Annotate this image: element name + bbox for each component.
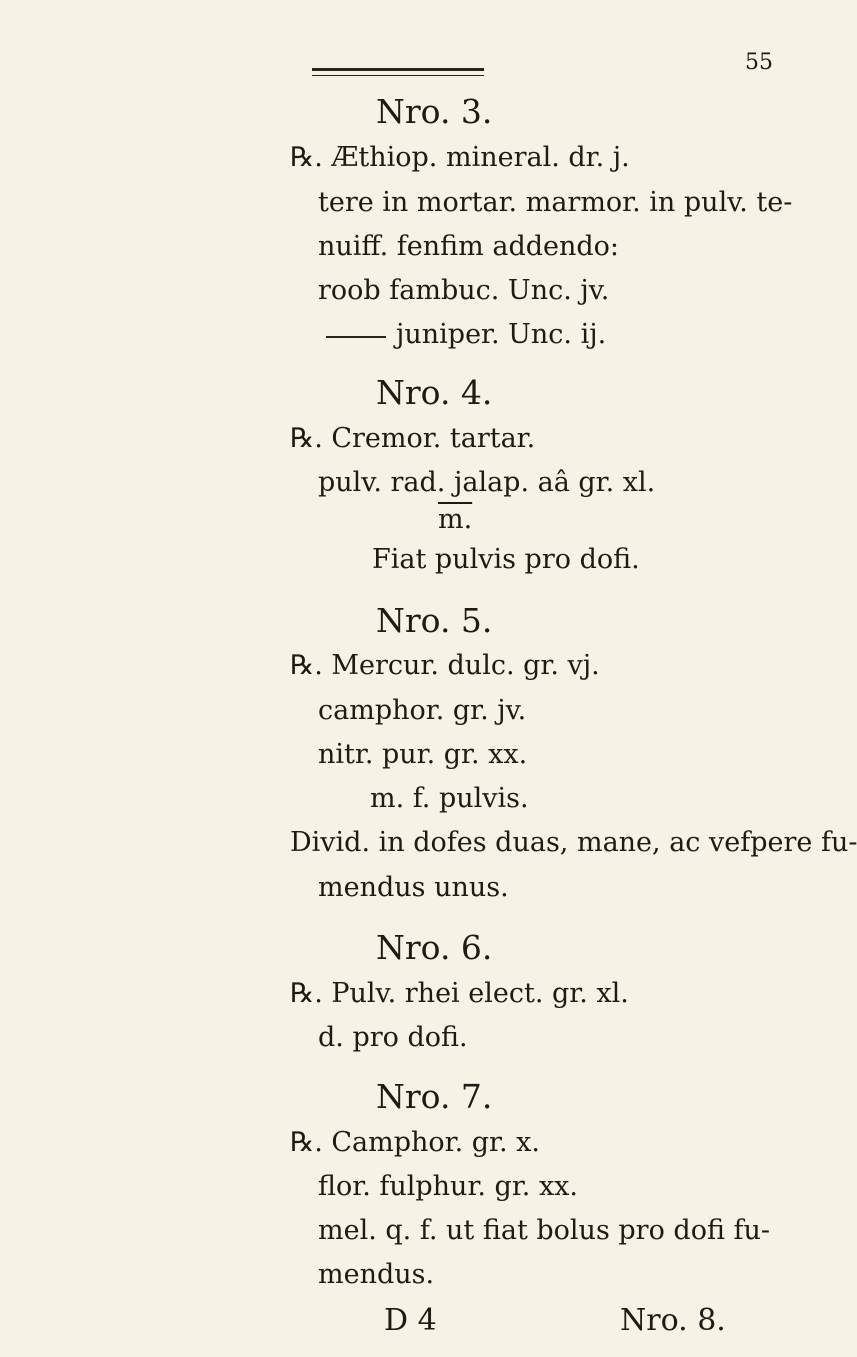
- catchword: Nro. 8.: [620, 1303, 726, 1338]
- prescription-line: ℞. Pulv. rhei elect. gr. xl.: [290, 978, 629, 1009]
- prescription-line: ℞. Æthiop. mineral. dr. j.: [290, 142, 630, 173]
- prescription-line: ℞. Mercur. dulc. gr. vj.: [290, 650, 600, 681]
- prescription-line: m. f. pulvis.: [370, 783, 529, 814]
- section-heading: Nro. 7.: [376, 1077, 493, 1116]
- header-rule-thin: [312, 75, 484, 76]
- prescription-line: juniper. Unc. ij.: [396, 319, 607, 350]
- section-heading: Nro. 5.: [376, 601, 493, 640]
- prescription-line: Divid. in dofes duas, mane, ac vefpere fu-: [290, 827, 857, 858]
- prescription-line: mendus unus.: [318, 872, 509, 903]
- prescription-line: nuiff. fenfim addendo:: [318, 231, 620, 262]
- prescription-line: mendus.: [318, 1259, 435, 1290]
- page-number: 55: [745, 50, 773, 75]
- section-heading: Nro. 6.: [376, 928, 493, 967]
- prescription-line: ℞. Camphor. gr. x.: [290, 1127, 540, 1158]
- prescription-line: ℞. Cremor. tartar.: [290, 423, 536, 454]
- signature-mark: D 4: [384, 1303, 437, 1338]
- section-heading: Nro. 3.: [376, 92, 493, 131]
- prescription-line: d. pro dofi.: [318, 1022, 468, 1053]
- ditto-dash: [326, 336, 386, 338]
- prescription-line: flor. fulphur. gr. xx.: [318, 1171, 578, 1202]
- prescription-line: Fiat pulvis pro dofi.: [372, 544, 640, 575]
- section-heading: Nro. 4.: [376, 373, 493, 412]
- prescription-line: m.: [438, 504, 473, 535]
- prescription-line: pulv. rad. jalap. aâ gr. xl.: [318, 467, 656, 498]
- prescription-line: nitr. pur. gr. xx.: [318, 739, 528, 770]
- header-rule: [312, 68, 484, 71]
- prescription-line: tere in mortar. marmor. in pulv. te-: [318, 187, 793, 218]
- prescription-line: mel. q. f. ut fiat bolus pro dofi fu-: [318, 1215, 771, 1246]
- prescription-line: camphor. gr. jv.: [318, 695, 527, 726]
- prescription-line: roob fambuc. Unc. jv.: [318, 275, 610, 306]
